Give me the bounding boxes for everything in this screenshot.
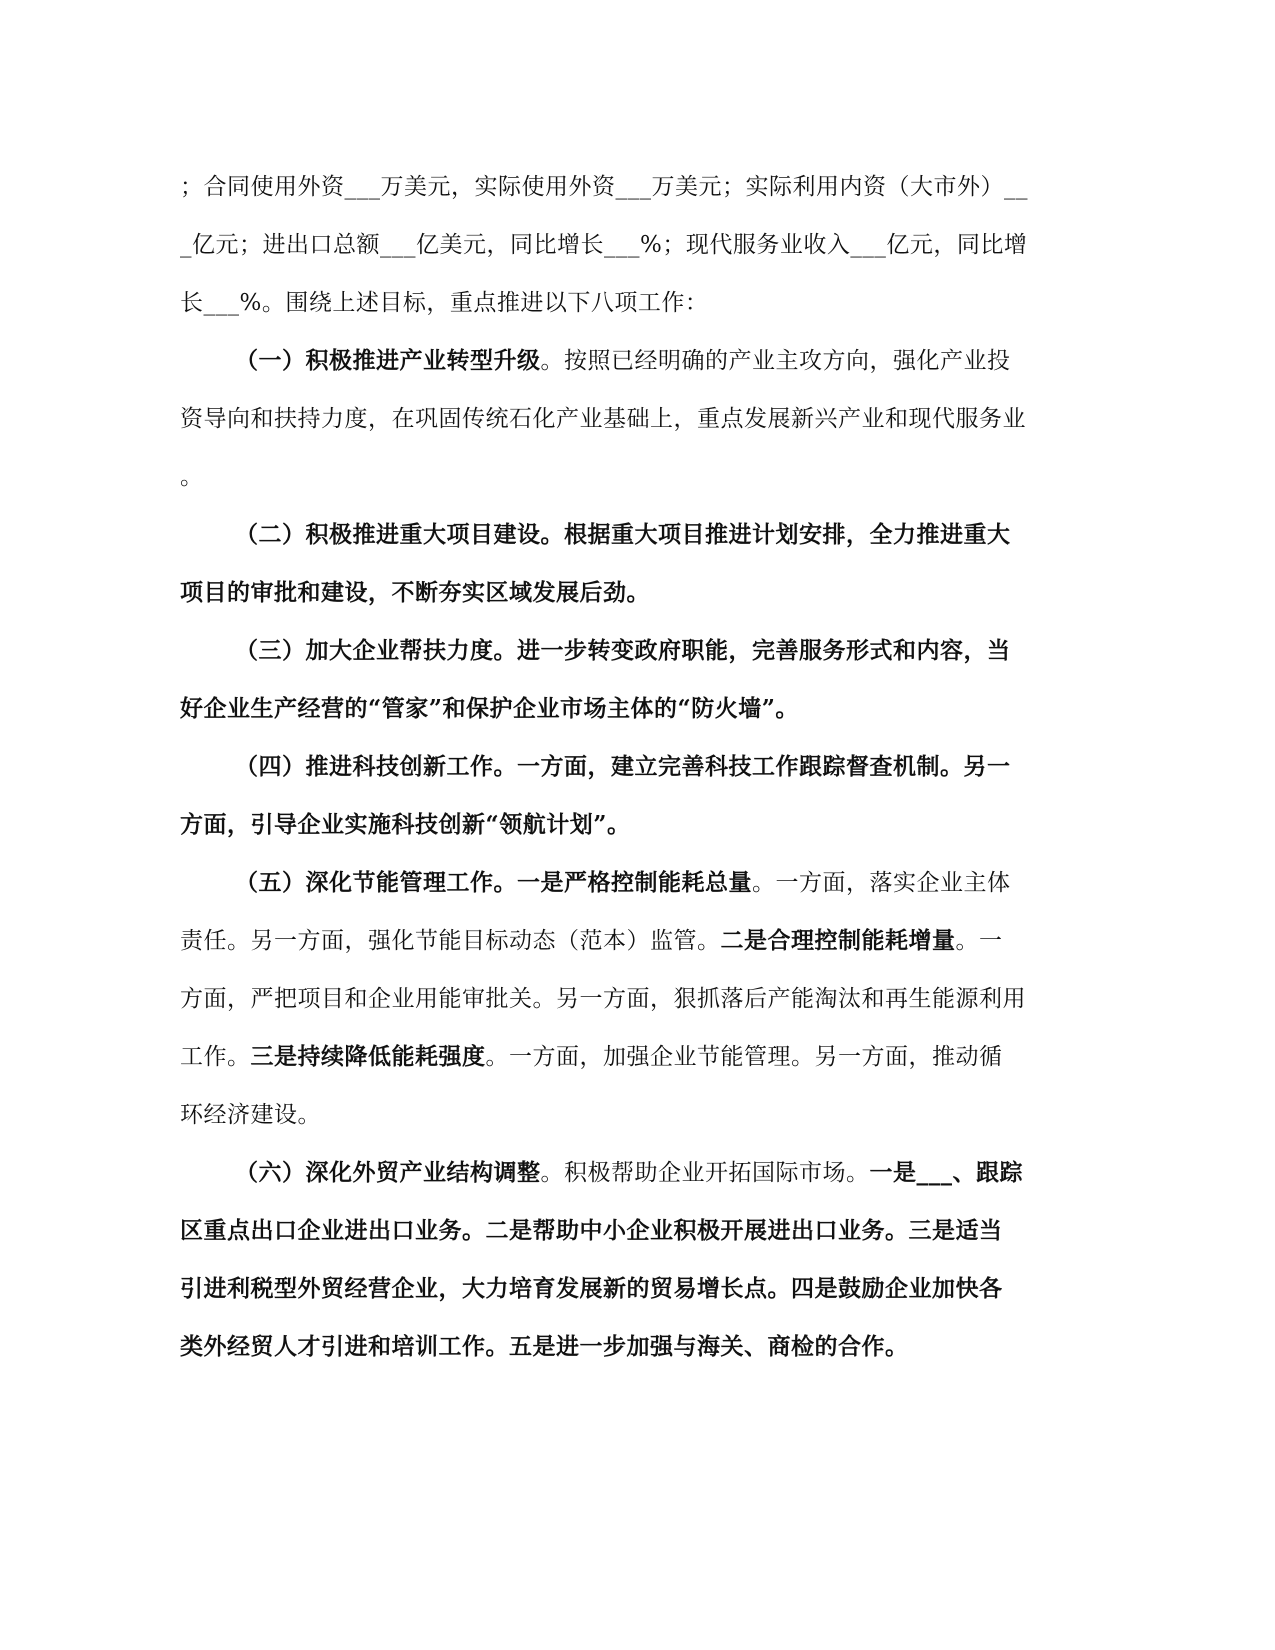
text-run: 。积极帮助企业开拓国际市场。 [540,1160,870,1186]
heading-run: 二是合理控制能耗增量 [720,927,956,954]
text-run: 责任。另一方面，强化节能目标动态（范本）监管。 [180,928,721,954]
text-line [180,1325,1040,1383]
text-run: 工作。 [180,1044,251,1070]
text-run: 长___%。围绕上述目标，重点推进以下八项工作： [180,290,709,316]
paragraph [180,513,1040,629]
text-line [180,165,1040,223]
text-line [180,861,1040,919]
text-run: 。一 [955,928,1003,954]
text-line [180,977,1040,1035]
heading-run: 类外经贸人才引进和培训工作。五是进一步加强与海关、商检的合作。 [180,1333,909,1360]
heading-run: （一）积极推进产业转型升级 [235,347,541,374]
text-line [180,571,1040,629]
text-line [180,455,1040,513]
text-line [180,745,1040,803]
heading-run: （五）深化节能管理工作。一是严格控制能耗总量 [235,869,752,896]
text-run: 资导向和扶持力度，在巩固传统石化产业基础上，重点发展新兴产业和现代服务业 [180,406,1026,432]
text-run: 。按照已经明确的产业主攻方向，强化产业投 [540,348,1011,374]
text-line [180,339,1040,397]
heading-run: 项目的审批和建设，不断夯实区域发展后劲。 [180,579,650,606]
heading-run: （四）推进科技创新工作。一方面，建立完善科技工作跟踪督查机制。另一 [235,753,1011,780]
text-line [180,629,1040,687]
text-line [180,1035,1040,1093]
text-line [180,281,1040,339]
text-run: 环经济建设。 [180,1102,321,1128]
document-page [180,165,1040,1383]
text-line [180,1267,1040,1325]
paragraph [180,165,1040,339]
text-run: 。一方面，加强企业节能管理。另一方面，推动循 [485,1044,1003,1070]
heading-run: 区重点出口企业进出口业务。二是帮助中小企业积极开展进出口业务。三是适当 [180,1217,1003,1244]
paragraph [180,339,1040,513]
heading-run: （六）深化外贸产业结构调整 [235,1159,541,1186]
text-line [180,1093,1040,1151]
paragraph [180,629,1040,745]
text-run: ；合同使用外资___万美元，实际使用外资___万美元；实际利用内资（大市外）__ [180,174,1028,200]
text-run: 。一方面，落实企业主体 [752,870,1011,896]
paragraph [180,861,1040,1151]
text-line [180,687,1040,745]
text-run: 。 [180,464,204,490]
text-run: 方面，严把项目和企业用能审批关。另一方面，狠抓落后产能淘汰和再生能源利用 [180,986,1026,1012]
text-line [180,223,1040,281]
text-line [180,397,1040,455]
heading-run: 好企业生产经营的“管家”和保护企业市场主体的“防火墙”。 [180,695,799,722]
text-line [180,513,1040,571]
heading-run: 一是___、跟踪 [869,1159,1023,1186]
paragraph [180,1151,1040,1383]
heading-run: （二）积极推进重大项目建设。根据重大项目推进计划安排，全力推进重大 [235,521,1011,548]
paragraph [180,745,1040,861]
heading-run: （三）加大企业帮扶力度。进一步转变政府职能，完善服务形式和内容，当 [235,637,1011,664]
text-line [180,1151,1040,1209]
text-line [180,919,1040,977]
heading-run: 引进利税型外贸经营企业，大力培育发展新的贸易增长点。四是鼓励企业加快各 [180,1275,1003,1302]
heading-run: 三是持续降低能耗强度 [250,1043,486,1070]
text-line [180,803,1040,861]
text-run: _亿元；进出口总额___亿美元，同比增长___%；现代服务业收入___亿元，同比增 [180,232,1028,258]
heading-run: 方面，引导企业实施科技创新“领航计划”。 [180,811,631,838]
text-line [180,1209,1040,1267]
